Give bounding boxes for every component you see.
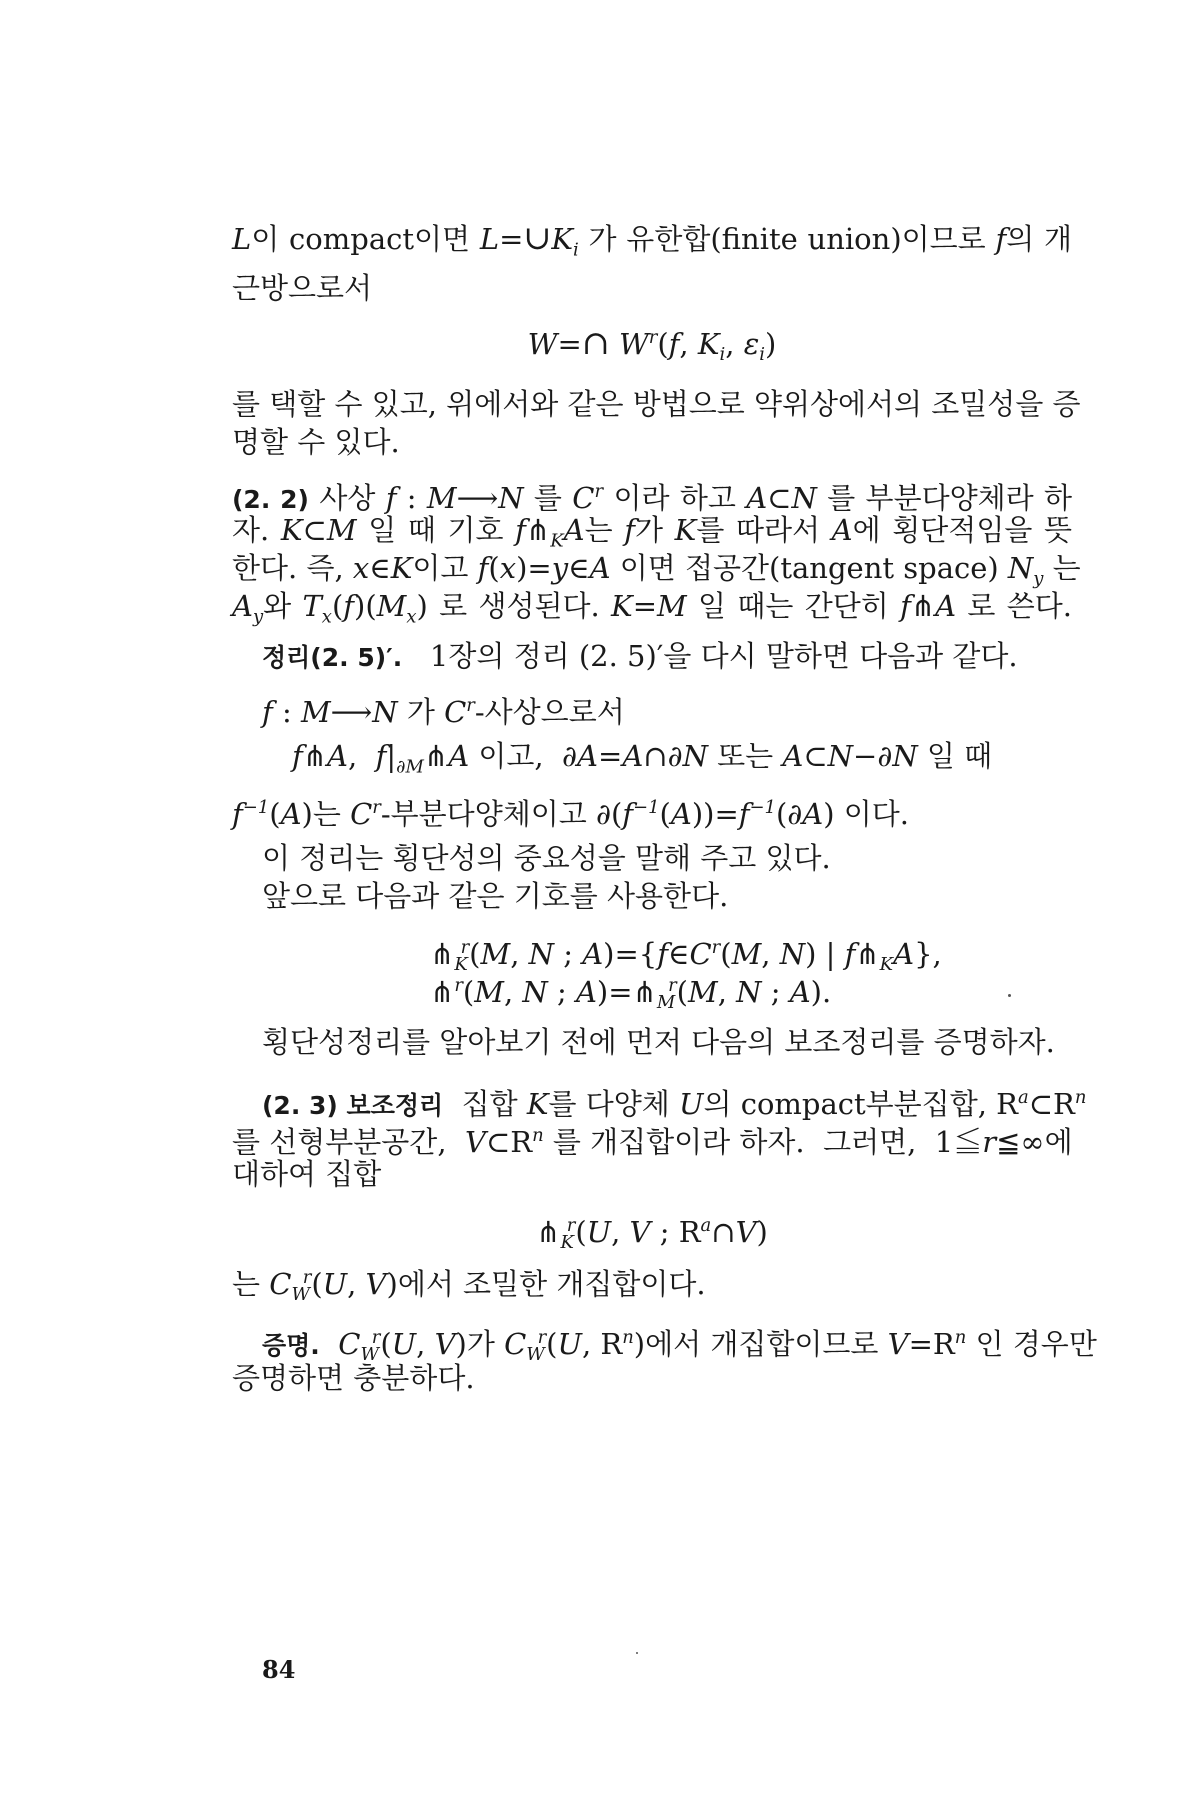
text-line-9: 정리(2. 5)′. 1장의 정리 (2. 5)′을 다시 말하면 다음과 같다.: [262, 639, 1018, 673]
equation-notation-1: $⋔_K^r(M$, N ; $A)=\{f\in C^r(M$, N) | $f⋔_KA$},: [430, 936, 942, 976]
text-line-20: 증명. $C_W^r(U$, V)가 $C_W^r(U$, $R^n$)에서 개집합이므로 $V=R^n$ 인 경우만: [262, 1326, 1097, 1366]
speck: [636, 1652, 638, 1654]
equation-w: W=∩ $W^r(f$, $K_i$, $\varepsilon_i$): [527, 322, 777, 366]
text-line-1: L이 compact이면 $L=\cup K_i$ 가 유한합(finite union)이므로 f의 개: [232, 218, 1072, 261]
text-line-4: 명할 수 있다.: [232, 425, 400, 459]
text-line-16: (2. 3) 보조정리 집합 K를 다양체 U의 compact부분집합, $R^a\subset R^n$: [262, 1086, 1087, 1121]
text-line-10: f : M⟶N 가 $C^r-$사상으로서: [262, 694, 625, 729]
text-line-11: f⋔A, $f|_{\partial M}⋔A$ 이고, ∂A=A∩∂N 또는 A⊂N−∂N 일 때: [292, 739, 993, 778]
page-number: 84: [262, 1655, 296, 1684]
text-line-18: 대하여 집합: [232, 1157, 382, 1191]
text-line-19: 는 $C_W^r(U$, V)에서 조밀한 개집합이다.: [232, 1266, 706, 1306]
text-line-13: 이 정리는 횡단성의 중요성을 말해 주고 있다.: [262, 841, 831, 875]
text-line-8: $A_y$와 $T_x(f)(M_x)$ 로 생성된다. K=M 일 때는 간단히 f⋔A 로 쓴다.: [232, 589, 1072, 628]
equation-notation-2: ⋔$^r$(M, N ; $A)=⋔_M^r(M$, N ; A).: [430, 974, 832, 1014]
text-line-6: 자. K⊂M 일 때 기호 $f⋔_KA$는 f가 K를 따라서 A에 횡단적임을 뜻: [232, 513, 1072, 552]
text-line-5: (2. 2) 사상 f : M⟶N 를 $C^r$ 이라 하고 A⊂N 를 부분다양체라 하: [232, 480, 1073, 515]
speck: [1008, 994, 1011, 997]
equation-lemma: $⋔_K^r(U$, V ; $R^a\cap V$): [536, 1214, 768, 1254]
text-line-3: 를 택할 수 있고, 위에서와 같은 방법으로 약위상에서의 조밀성을 증: [232, 387, 1081, 421]
text-line-14: 앞으로 다음과 같은 기호를 사용한다.: [262, 879, 729, 913]
text-line-2: 근방으로서: [232, 271, 373, 305]
text-line-12: $f^{-1}(A)$는 $C^r-$부분다양체이고 $\partial(f^{-1}(A))=f^{-1}(\partial A)$ 이다.: [232, 796, 910, 831]
text-line-7: 한다. 즉, x∈K이고 f(x)=y∈A 이면 접공간(tangent space) $N_y$ 는: [232, 551, 1081, 590]
text-line-17: 를 선형부분공간, $V\subset R^n$ 를 개집합이라 하자. 그러면, 1≦r≦∞에: [232, 1124, 1073, 1159]
text-line-21: 증명하면 충분하다.: [232, 1361, 475, 1395]
text-line-15: 횡단성정리를 알아보기 전에 먼저 다음의 보조정리를 증명하자.: [262, 1025, 1055, 1059]
